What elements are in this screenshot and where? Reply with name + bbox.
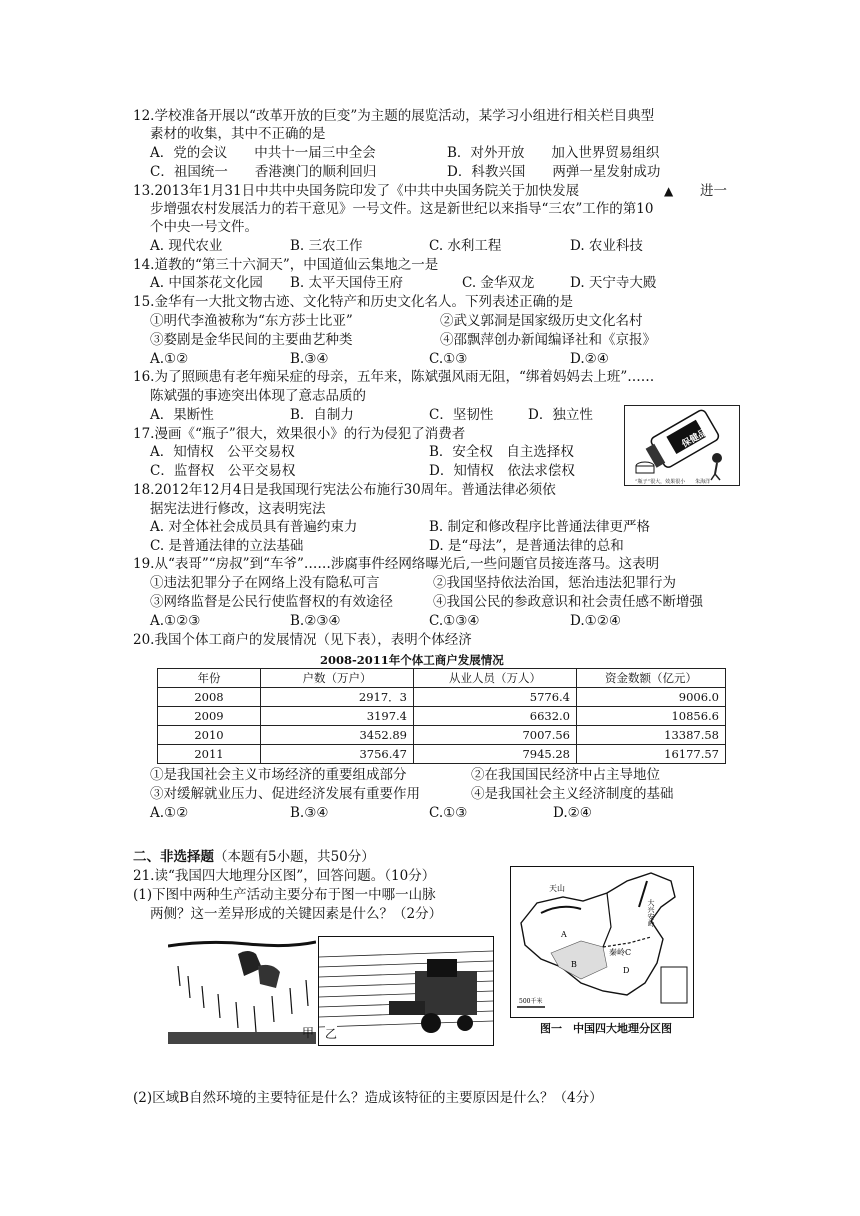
q20-statement-2: ②在我国国民经济中占主导地位 — [471, 767, 660, 783]
q12-option-c: C．祖国统一 香港澳门的顺利回归 — [150, 164, 377, 180]
map-label-tianshan: 天山 — [549, 884, 565, 893]
q16-option-a: A．果断性 — [150, 407, 214, 423]
q19-option-a: A.①②③ — [150, 613, 201, 629]
section2-note: （本题有5小题，共50分） — [214, 849, 375, 865]
map-caption: 图一 中国四大地理分区图 — [540, 1022, 672, 1035]
table-cell: 6632.0 — [414, 707, 577, 726]
table-cell: 3197.4 — [261, 707, 414, 726]
q12-stem-line1: 12.学校准备开展以“改革开放的巨变”为主题的展览活动，某学习小组进行相关栏目典型 — [133, 108, 655, 124]
q15-statement-1: ①明代李渔被称为“东方莎士比亚” — [150, 313, 353, 329]
map-label-a: A — [561, 930, 567, 939]
q17-stem: 17.漫画《“瓶子”很大，效果很小》的行为侵犯了消费者 — [133, 426, 466, 442]
table-cell: 2010 — [158, 726, 261, 745]
table-header: 从业人员（万人） — [414, 669, 577, 688]
table-row — [158, 707, 726, 726]
table-cell: 7007.56 — [414, 726, 577, 745]
q19-option-c: C.①③④ — [429, 613, 480, 629]
map-label-d: D — [623, 966, 630, 975]
q21-part1-line2: 两侧？这一差异形成的关键因素是什么？（2分） — [150, 906, 443, 922]
q19-statement-2: ②我国坚持依法治国，惩治违法犯罪行为 — [433, 575, 676, 591]
q18-option-a: A. 对全体社会成员具有普遍约束力 — [150, 519, 358, 535]
table-header: 户数（万户） — [261, 669, 414, 688]
q19-option-b: B.②③④ — [290, 613, 341, 629]
q15-option-d: D.②④ — [570, 351, 609, 367]
q21-part1-line1: (1)下图中两种生产活动主要分布于图一中哪一山脉 — [133, 887, 436, 903]
wheat-harvest-drawing — [319, 937, 493, 1045]
q19-stem: 19.从“表哥”“房叔”到“车爷”……涉腐事件经网络曝光后,一些问题官员接连落马。这表明 — [133, 556, 660, 572]
picture-label-yi: 乙 — [325, 1027, 338, 1041]
q18-stem-line2: 据宪法进行修改，这表明宪法 — [150, 501, 326, 517]
picture-label-jia: 甲 — [302, 1026, 315, 1040]
q17-option-b: B．安全权 自主选择权 — [429, 444, 574, 460]
q16-option-c: C．坚韧性 — [429, 407, 494, 423]
q13-stem-line1-end: 进一 — [700, 183, 727, 199]
q14-option-a: A. 中国茶花文化园 — [150, 275, 263, 291]
table-row — [158, 726, 726, 745]
rice-farming-picture — [168, 936, 316, 1044]
table-cell: 5776.4 — [414, 688, 577, 707]
q12-option-d: D．科教兴国 两弹一星发射成功 — [447, 164, 661, 180]
q19-statement-3: ③网络监督是公民行使监督权的有效途径 — [150, 594, 393, 610]
q20-option-d: D.②④ — [553, 805, 592, 821]
q15-statement-2: ②武义郭洞是国家级历史文化名村 — [440, 313, 643, 329]
q17-option-c: C．监督权 公平交易权 — [150, 463, 296, 479]
q19-statement-1: ①违法犯罪分子在网络上没有隐私可言 — [150, 575, 380, 591]
table-cell: 2009 — [158, 707, 261, 726]
q15-statement-3: ③婺剧是金华民间的主要曲艺种类 — [150, 332, 353, 348]
q20-table-title: 2008-2011年个体工商户发展情况 — [320, 653, 504, 667]
q14-option-d: D. 天宁寺大殿 — [570, 275, 657, 291]
wheat-harvest-picture — [318, 936, 494, 1046]
q15-option-c: C.①③ — [429, 351, 468, 367]
table-row — [158, 688, 726, 707]
q18-option-b: B. 制定和修改程序比普通法律更严格 — [429, 519, 651, 535]
q15-stem: 15.金华有一大批文物古迹、文化特产和历史文化名人。下列表述正确的是 — [133, 294, 573, 310]
q12-option-b: B．对外开放 加入世界贸易组织 — [447, 145, 660, 161]
q13-option-c: C. 水利工程 — [429, 238, 502, 254]
map-label-b: B — [571, 960, 577, 969]
q20-option-a: A.①② — [150, 805, 189, 821]
q16-stem-line2: 陈斌强的事迹突出体现了意志品质的 — [150, 388, 366, 404]
table-cell: 10856.6 — [577, 707, 726, 726]
q13-stem-line1: 13.2013年1月31日中共中央国务院印发了《中共中央国务院关于加快发展 — [133, 183, 580, 199]
q16-stem-line1: 16.为了照顾患有老年痴呆症的母亲，五年来，陈斌强风雨无阻，“绑着妈妈去上班”…… — [133, 369, 655, 385]
china-regions-map — [510, 866, 694, 1018]
q13-option-a: A. 现代农业 — [150, 238, 223, 254]
map-scale: 500千米 — [519, 998, 543, 1005]
q13-stem-line2: 步增强农村发展活力的若干意见》一号文件。这是新世纪以来指导“三农”工作的第10 — [150, 201, 654, 217]
table-cell: 7945.28 — [414, 745, 577, 764]
q21-stem: 21.读“我国四大地理分区图”，回答问题。（10分） — [133, 868, 436, 884]
q13-blank-marker: ▲ — [664, 184, 674, 198]
table-header: 资金数额（亿元） — [577, 669, 726, 688]
table-cell: 3452.89 — [261, 726, 414, 745]
table-cell: 9006.0 — [577, 688, 726, 707]
cartoon-bottle-label: 保健品 — [680, 427, 709, 450]
q15-option-a: A.①② — [150, 351, 189, 367]
table-header: 年份 — [158, 669, 261, 688]
rice-farming-drawing — [168, 936, 316, 1044]
q21-part2: (2)区域B自然环境的主要特征是什么？造成该特征的主要原因是什么？（4分） — [133, 1090, 603, 1106]
q20-statement-3: ③对缓解就业压力、促进经济发展有重要作用 — [150, 786, 420, 802]
table-cell: 16177.57 — [577, 745, 726, 764]
q13-stem-line3: 个中央一号文件。 — [150, 219, 258, 235]
china-map-drawing — [511, 867, 693, 1017]
map-label-qinling: 秦岭C — [609, 948, 632, 957]
cartoon-drawing — [625, 406, 739, 485]
q18-stem-line1: 18.2012年12月4日是我国现行宪法公布施行30周年。普通法律必须依 — [133, 482, 556, 498]
health-product-cartoon — [624, 405, 740, 486]
table-cell: 3756.47 — [261, 745, 414, 764]
section2-title: 二、非选择题 — [133, 849, 214, 865]
q14-option-b: B. 太平天国侍王府 — [290, 275, 404, 291]
map-label-daxinganling: 大兴安岭 — [647, 899, 655, 927]
q20-option-b: B.③④ — [290, 805, 329, 821]
cartoon-caption: “瓶子”很大，效果很小 朱海洋 — [635, 479, 711, 485]
q19-statement-4: ④我国公民的参政意识和社会责任感不断增强 — [433, 594, 703, 610]
section2-heading — [133, 848, 375, 866]
q14-option-c: C. 金华双龙 — [462, 275, 535, 291]
q13-option-d: D. 农业科技 — [570, 238, 643, 254]
q18-option-d: D. 是“母法”，是普通法律的总和 — [429, 538, 624, 554]
table-header-row — [158, 669, 726, 688]
table-cell: 2008 — [158, 688, 261, 707]
q13-option-b: B. 三农工作 — [290, 238, 363, 254]
q20-stem: 20.我国个体工商户的发展情况（见下表），表明个体经济 — [133, 632, 472, 648]
q20-statement-4: ④是我国社会主义经济制度的基础 — [471, 786, 674, 802]
q12-stem-line2: 素材的收集，其中不正确的是 — [150, 126, 326, 142]
q20-option-c: C.①③ — [429, 805, 468, 821]
q14-stem: 14.道教的“第三十六洞天”，中国道仙云集地之一是 — [133, 257, 439, 273]
q19-option-d: D.①②④ — [570, 613, 621, 629]
q15-statement-4: ④邵飘萍创办新闻编译社和《京报》 — [440, 332, 656, 348]
table-cell: 2917．3 — [261, 688, 414, 707]
q15-option-b: B.③④ — [290, 351, 329, 367]
q17-option-a: A．知情权 公平交易权 — [150, 444, 295, 460]
individual-business-table — [157, 668, 726, 764]
q18-option-c: C. 是普通法律的立法基础 — [150, 538, 304, 554]
table-cell: 13387.58 — [577, 726, 726, 745]
table-row — [158, 745, 726, 764]
q16-option-d: D．独立性 — [528, 407, 593, 423]
q17-option-d: D．知情权 依法求偿权 — [429, 463, 575, 479]
q16-option-b: B．自制力 — [290, 407, 354, 423]
q12-option-a: A．党的会议 中共十一届三中全会 — [150, 145, 376, 161]
table-cell: 2011 — [158, 745, 261, 764]
q20-statement-1: ①是我国社会主义市场经济的重要组成部分 — [150, 767, 407, 783]
